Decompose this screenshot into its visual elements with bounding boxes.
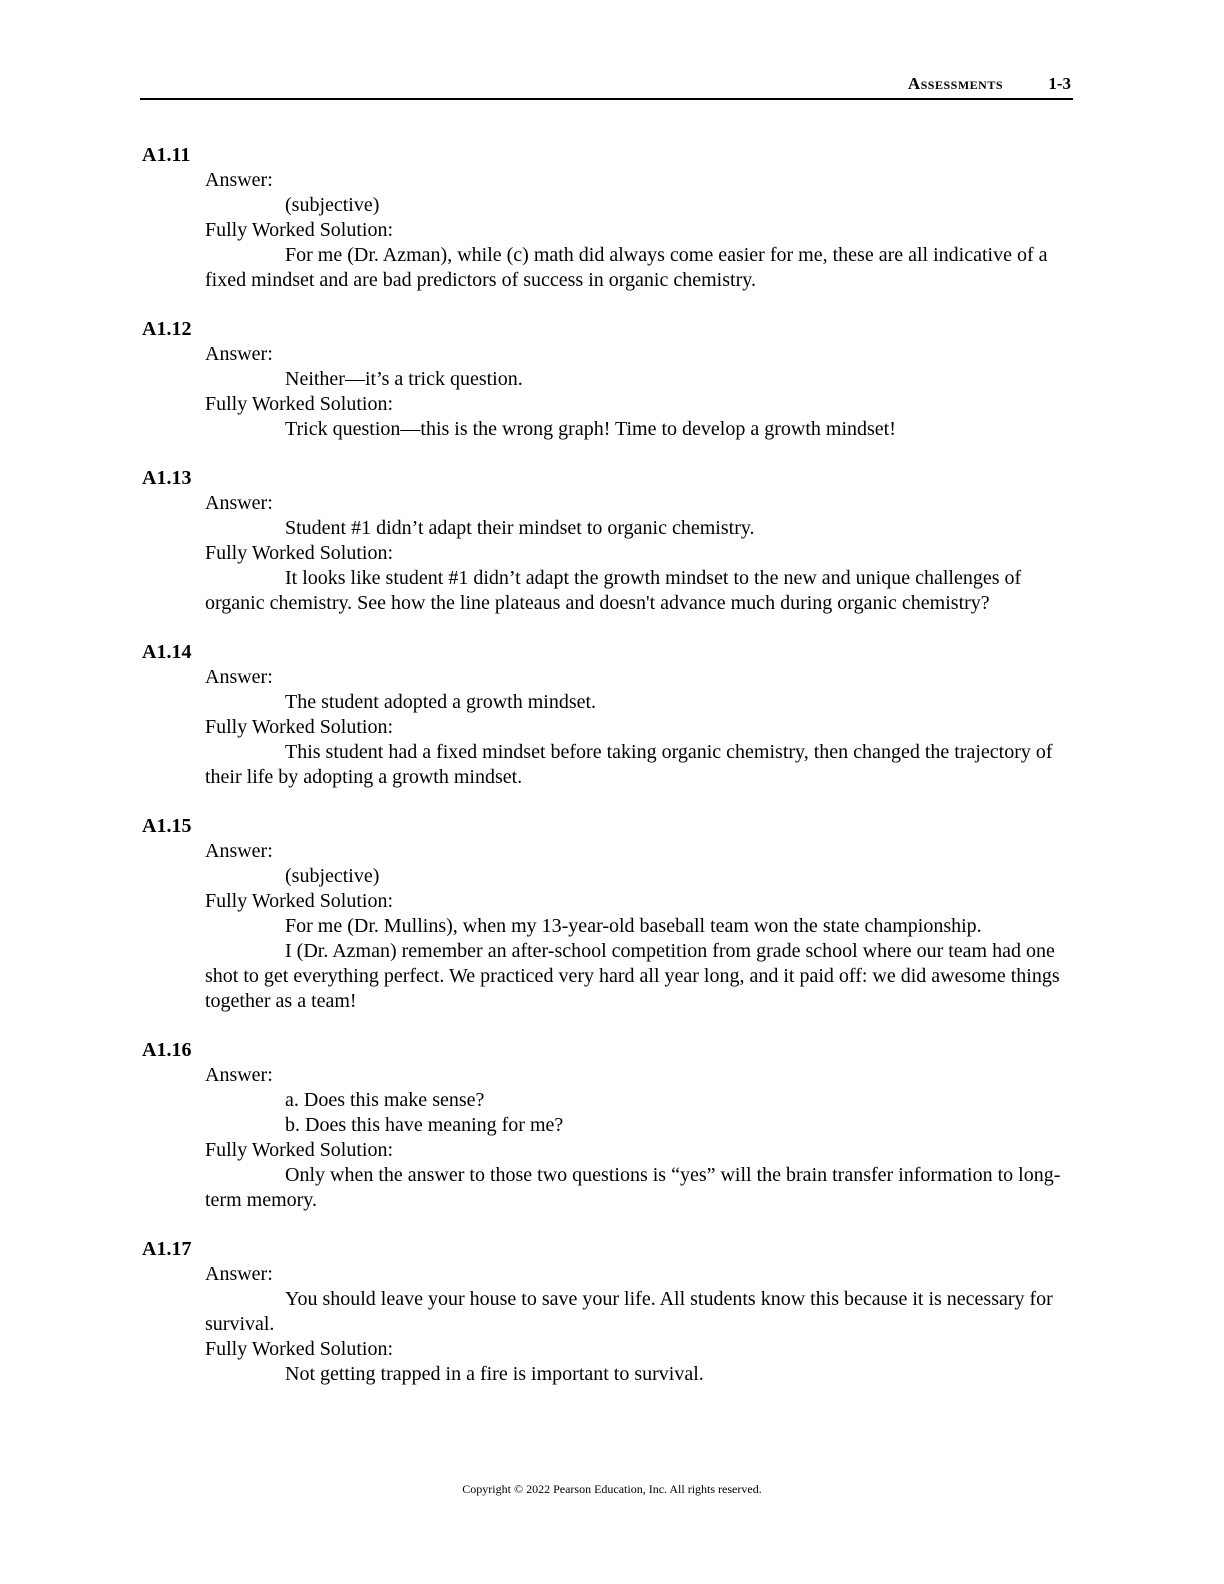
solution-label: Fully Worked Solution: [205, 1139, 394, 1161]
solution-label: Fully Worked Solution: [205, 1338, 394, 1360]
answer-text: The student adopted a growth mindset. [285, 691, 597, 713]
solution-label: Fully Worked Solution: [205, 890, 394, 912]
solution-label: Fully Worked Solution: [205, 393, 394, 415]
solution-text: Trick question—this is the wrong graph! Time to develop a growth mindset! [285, 418, 896, 440]
page-header [140, 74, 1073, 100]
question-id: A1.17 [142, 1238, 192, 1260]
answer-list [142, 143, 1072, 1411]
solution-text: For me (Dr. Mullins), when my 13-year-old baseball team won the state championship. [285, 915, 982, 937]
question-id: A1.14 [142, 641, 192, 663]
answer-label: Answer: [205, 1263, 273, 1285]
answer-label: Answer: [205, 343, 273, 365]
answer-text: You should leave your house to save your life. All students know this because it is necessary for survival. [205, 1288, 1053, 1335]
question-id: A1.13 [142, 467, 192, 489]
question-id: A1.16 [142, 1039, 192, 1061]
question-block [142, 640, 1072, 790]
question-block [142, 466, 1072, 616]
copyright-footer: Copyright © 2022 Pearson Education, Inc. All rights reserved. [462, 1482, 762, 1496]
answer-text: Neither—it’s a trick question. [285, 368, 523, 390]
solution-text: This student had a fixed mindset before taking organic chemistry, then changed the trajectory of their life by adopting a growth mindset. [205, 741, 1053, 788]
solution-text: Only when the answer to those two questions is “yes” will the brain transfer information to long-term memory. [205, 1164, 1061, 1211]
answer-text: Student #1 didn’t adapt their mindset to organic chemistry. [285, 517, 755, 539]
solution-label: Fully Worked Solution: [205, 219, 394, 241]
question-block [142, 143, 1072, 293]
question-id: A1.15 [142, 815, 192, 837]
question-id: A1.12 [142, 318, 192, 340]
answer-label: Answer: [205, 666, 273, 688]
question-block [142, 1038, 1072, 1213]
answer-label: Answer: [205, 169, 273, 191]
question-block [142, 1237, 1072, 1387]
answer-label: Answer: [205, 492, 273, 514]
question-block [142, 317, 1072, 442]
question-block [142, 814, 1072, 1014]
header-title: Assessments [907, 74, 1003, 93]
solution-text: It looks like student #1 didn’t adapt the growth mindset to the new and unique challenges of organic chemistry. See how the line plateaus and doesn't advance much during organic chemistry? [205, 567, 1022, 614]
header-page-number: 1-3 [1048, 74, 1071, 93]
answer-label: Answer: [205, 1064, 273, 1086]
answer-text: b. Does this have meaning for me? [285, 1114, 564, 1136]
solution-text: I (Dr. Azman) remember an after-school competition from grade school where our team had one shot to get everything perfect. We practiced very hard all year long, and it paid off: we did awesome things together as a team! [205, 940, 1060, 1012]
solution-label: Fully Worked Solution: [205, 542, 394, 564]
solution-label: Fully Worked Solution: [205, 716, 394, 738]
solution-text: Not getting trapped in a fire is important to survival. [285, 1363, 704, 1385]
solution-text: For me (Dr. Azman), while (c) math did always come easier for me, these are all indicative of a fixed mindset and are bad predictors of success in organic chemistry. [205, 244, 1048, 291]
answer-text: a. Does this make sense? [285, 1089, 485, 1111]
answer-text: (subjective) [285, 194, 380, 216]
question-id: A1.11 [142, 144, 191, 166]
answer-text: (subjective) [285, 865, 380, 887]
answer-label: Answer: [205, 840, 273, 862]
